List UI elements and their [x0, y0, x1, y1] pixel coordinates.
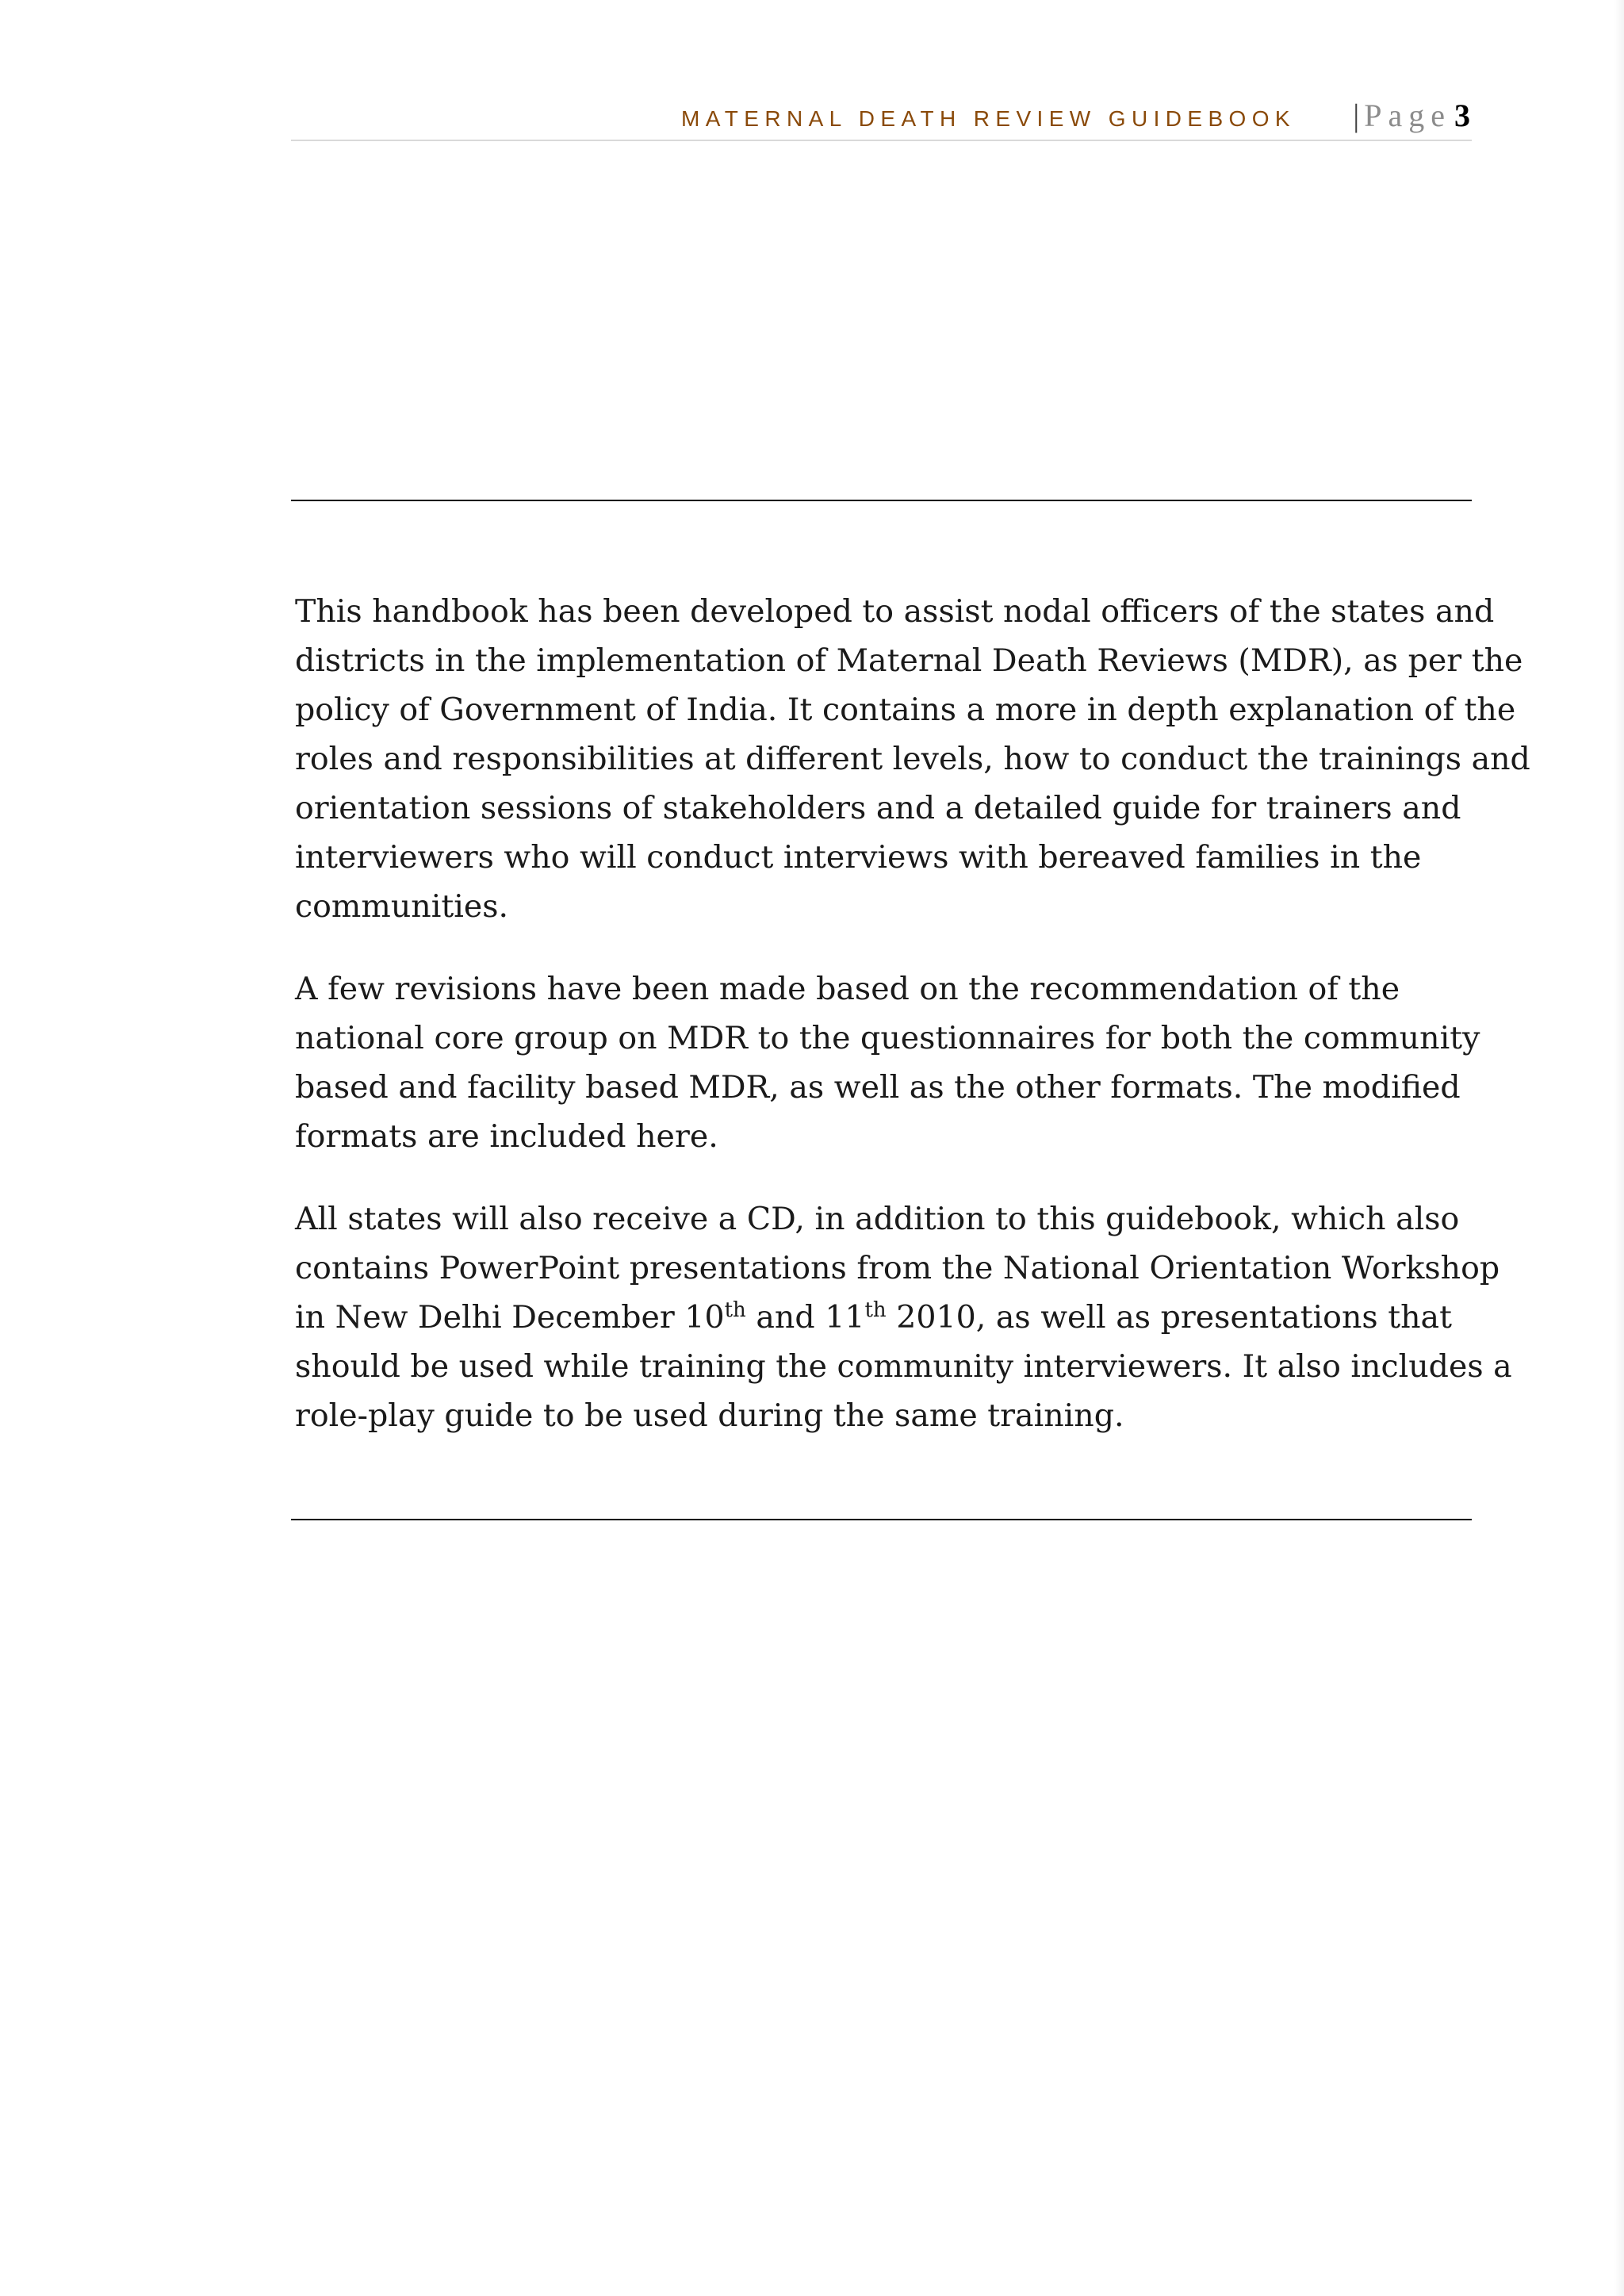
- text-line: This handbook has been developed to assist nodal officers of the states and: [295, 593, 1495, 630]
- page-number: 3: [1454, 98, 1470, 133]
- text-line: districts in the implementation of Maternal Death Reviews (MDR), as per the: [295, 642, 1523, 679]
- paragraph-1: [295, 587, 1530, 931]
- text-line: A few revisions have been made based on the recommendation of the: [295, 971, 1400, 1007]
- paragraph-3: [295, 1194, 1512, 1440]
- text-line: based and facility based MDR, as well as the other formats. The modified: [295, 1069, 1461, 1106]
- text-line-with-dates: [295, 1293, 1469, 1342]
- header-title: MATERNAL DEATH REVIEW GUIDEBOOK: [681, 106, 1296, 131]
- text-line: policy of Government of India. It contains a more in depth explanation of the: [295, 692, 1516, 728]
- paragraph-2: [295, 964, 1480, 1161]
- text-line: orientation sessions of stakeholders and a detailed guide for trainers and: [295, 790, 1461, 826]
- text-line: role-play guide to be used during the same training.: [295, 1397, 1124, 1434]
- text-line: communities.: [295, 888, 509, 925]
- text-line: interviewers who will conduct interviews with bereaved families in the: [295, 839, 1422, 876]
- text-line: should be used while training the community interviewers. It also includes a: [295, 1348, 1512, 1385]
- bottom-divider: [291, 1519, 1472, 1520]
- document-body: [295, 587, 1530, 1474]
- page-header: [291, 97, 1472, 141]
- page-indicator: [1353, 97, 1470, 134]
- text-line: roles and responsibilities at different levels, how to conduct the trainings and: [295, 741, 1530, 777]
- ordinal-suffix: th: [864, 1298, 887, 1322]
- text-line: contains PowerPoint presentations from the National Orientation Workshop: [295, 1250, 1500, 1286]
- header-separator: |: [1353, 98, 1360, 133]
- text-line: national core group on MDR to the questionnaires for both the community: [295, 1020, 1480, 1056]
- text-segment: in New Delhi December 10: [295, 1299, 725, 1336]
- text-segment: and 11: [745, 1299, 865, 1336]
- top-divider: [291, 500, 1472, 501]
- page-edge-shadow: [1614, 0, 1624, 2296]
- page-label: Page: [1364, 98, 1451, 133]
- text-line: formats are included here.: [295, 1118, 718, 1155]
- text-line: All states will also receive a CD, in addition to this guidebook, which also: [295, 1201, 1460, 1237]
- ordinal-suffix: th: [724, 1298, 746, 1322]
- text-segment: 2010, as well as presentations that: [886, 1299, 1452, 1336]
